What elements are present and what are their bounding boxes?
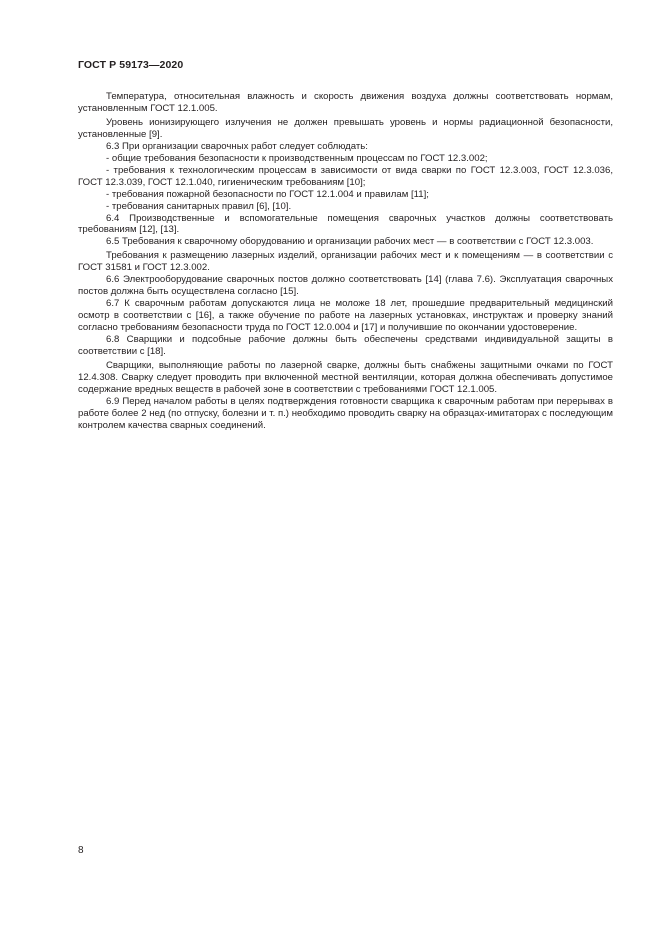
- paragraph-6-4: 6.4 Производственные и вспомогательные помещения сварочных участков должны соответствовать требованиям [12], [13].: [78, 212, 613, 236]
- paragraph-6-9: 6.9 Перед началом работы в целях подтверждения готовности сварщика к сварочным работам при перерывах в работе более 2 нед (по отпуску, болезни и т. п.) необходимо проводить сварку на образцах-имитаторах с последующим контролем качества сварных соединений.: [78, 395, 613, 431]
- list-item-fire-safety: - требования пожарной безопасности по ГОСТ 12.1.004 и правилам [11];: [106, 188, 429, 200]
- paragraph-6-3: 6.3 При организации сварочных работ следует соблюдать:: [106, 140, 368, 152]
- list-item-technological: - требования к технологическим процессам в зависимости от вида сварки по ГОСТ 12.3.003, ГОСТ 12.3.036, ГОСТ 12.3.039, ГОСТ 12.1.040, гигиеническим требованиям [10];: [78, 164, 613, 188]
- paragraph-air-parameters: Температура, относительная влажность и скорость движения воздуха должны соответствовать нормам, установленным ГОСТ 12.1.005.: [78, 91, 613, 114]
- document-body: [78, 91, 613, 432]
- page-number: 8: [78, 845, 84, 856]
- document-header: ГОСТ Р 59173—2020: [78, 59, 184, 71]
- list-item-sanitary: - требования санитарных правил [6], [10].: [106, 200, 292, 212]
- paragraph-6-6: 6.6 Электрооборудование сварочных постов должно соответствовать [14] (глава 7.6). Эксплуатация сварочных постов должна быть осуществлена согласно [15].: [78, 274, 613, 298]
- paragraph-6-7: 6.7 К сварочным работам допускаются лица не моложе 18 лет, прошедшие предварительный медицинский осмотр в соответствии с [16], а также обучение по работе на лазерных установках, инструктаж и проверку знаний согласно требованиям безопасности труда по ГОСТ 12.0.004 и [17] и получившие по окончании удостоверение.: [78, 298, 613, 334]
- paragraph-6-8: 6.8 Сварщики и подсобные рабочие должны быть обеспечены средствами индивидуальной защиты в соответствии с [18].: [78, 334, 613, 358]
- paragraph-laser-welders: Сварщики, выполняющие работы по лазерной сварке, должны быть снабжены защитными очками по ГОСТ 12.4.308. Сварку следует проводить при включенной местной вентиляции, которая должна обеспечивать допустимое содержание вредных веществ в рабочей зоне в соответствии с требованиями ГОСТ 12.1.005.: [78, 359, 613, 395]
- paragraph-radiation: Уровень ионизирующего излучения не должен превышать уровень и нормы радиационной безопасности, установленные [9].: [78, 116, 613, 140]
- paragraph-6-5: 6.5 Требования к сварочному оборудованию и организации рабочих мест — в соответствии с ГОСТ 12.3.003.: [106, 236, 594, 248]
- list-item-general-safety: - общие требования безопасности к производственным процессам по ГОСТ 12.3.002;: [106, 152, 488, 164]
- paragraph-laser-placement: Требования к размещению лазерных изделий, организации рабочих мест и к помещениям — в соответствии с ГОСТ 31581 и ГОСТ 12.3.002.: [78, 250, 613, 274]
